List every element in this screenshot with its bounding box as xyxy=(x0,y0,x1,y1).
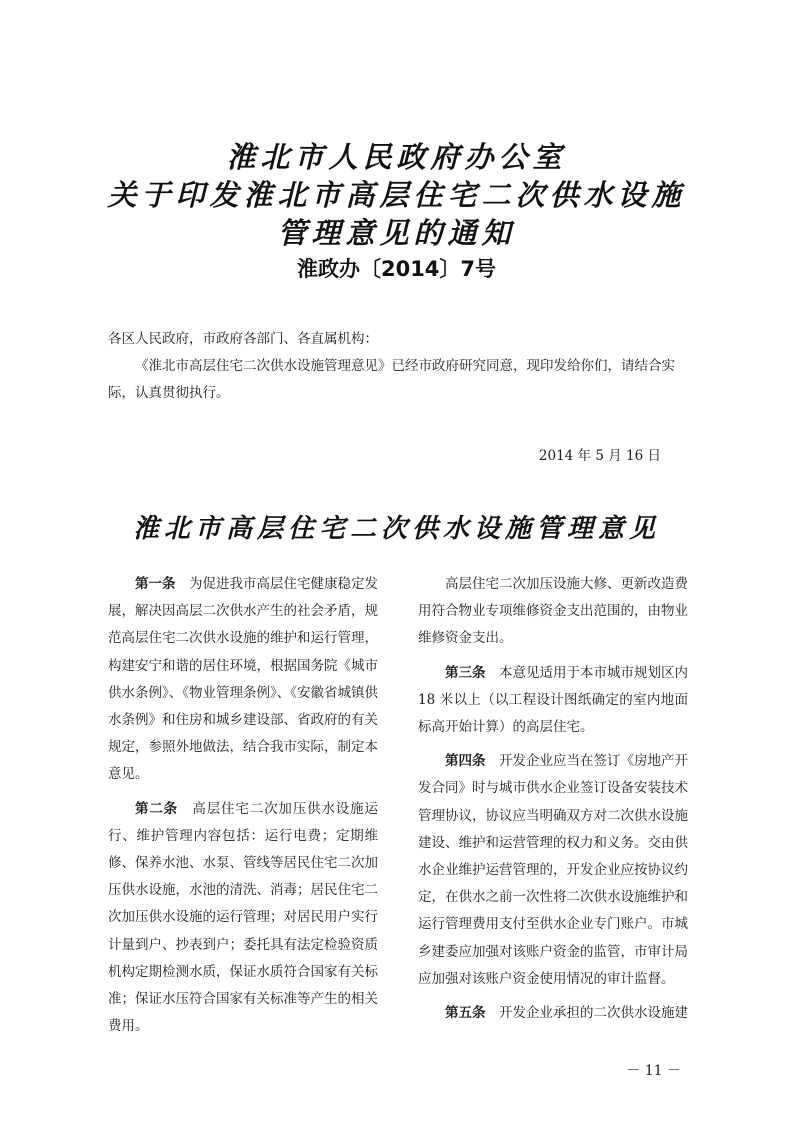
paragraph xyxy=(418,571,688,653)
title-line-1: 淮北市人民政府办公室 xyxy=(226,140,567,174)
paragraph xyxy=(108,571,378,789)
notice-text: 《淮北市高层住宅二次供水设施管理意见》已经市政府研究同意，现印发给你们，请结合实际，认真贯彻执行。 xyxy=(108,358,675,401)
paragraph xyxy=(418,748,688,993)
opinion-title: 淮北市高层住宅二次供水设施管理意见 xyxy=(132,514,660,544)
article-text: 为促进我市高层住宅健康稳定发展，解决因高层二次供水产生的社会矛盾，规范高层住宅二次供水设施的维护和运行管理，构建安宁和谐的居住环境，根据国务院《城市供水条例》、《物业管理条例》、《安徽省城镇供水条例》和住房和城乡建设部、省政府的有关规定，参照外地做法，结合我市实际，制定本意见。 xyxy=(108,576,378,783)
article-label: 第一条 xyxy=(135,576,176,592)
article-label: 第四条 xyxy=(445,753,486,770)
article-text: 开发企业承担的二次供水设施建 xyxy=(499,1005,688,1022)
article-text: 高层住宅二次加压设施大修、更新改造费用符合物业专项维修资金支出范围的，由物业维修资金支出。 xyxy=(418,576,688,647)
article-text: 本意见适用于本市城市规划区内 18 米以上（以工程设计图纸确定的室内地面标高开始计算）的高层住宅。 xyxy=(418,664,688,736)
right-column xyxy=(418,571,688,1034)
notice-body xyxy=(108,326,688,407)
notice-header xyxy=(0,138,793,284)
left-column xyxy=(108,571,378,1047)
article-label: 第五条 xyxy=(445,1005,486,1022)
paragraph xyxy=(418,660,688,742)
opinion-columns xyxy=(108,571,688,1071)
issue-date: 2014 年 5 月 16 日 xyxy=(538,448,661,464)
addressee: 各区人民政府，市政府各部门、各直属机构： xyxy=(108,331,378,347)
title-line-3: 管理意见的通知 xyxy=(277,216,516,250)
article-label: 第三条 xyxy=(445,664,486,681)
article-label: 第二条 xyxy=(135,800,179,817)
article-text: 开发企业应当在签订《房地产开发合同》时与城市供水企业签订设备安装技术管理协议，协议应当明确双方对二次供水设施建设、维护和运营管理的权力和义务。交由供水企业维护运营管理的，开发企业应按协议约定，在供水之前一次性将二次供水设施维护和运行管理费用支付至供水企业专门账户。市城乡建委应加强对该账户资金的监管，市审计局应加强对该账户资金使用情况的审计监督。 xyxy=(418,753,688,987)
article-text: 高层住宅二次加压供水设施运行、维护管理内容包括：运行电费；定期维修、保养水池、水泵、管线等居民住宅二次加压供水设施，水池的清洗、消毒；居民住宅二次加压供水设施的运行管理；对居民用户实行计量到户、抄表到户；委托具有法定检验资质机构定期检测水质，保证水质符合国家有关标准；保证水压符合国家有关标准等产生的相关费用。 xyxy=(108,800,378,1035)
paragraph xyxy=(108,796,378,1041)
document-number: 淮政办〔2014〕7号 xyxy=(296,257,497,281)
title-line-2: 关于印发淮北市高层住宅二次供水设施 xyxy=(107,178,686,212)
paragraph xyxy=(418,1000,688,1027)
page-number: － 11 － xyxy=(626,1063,681,1079)
